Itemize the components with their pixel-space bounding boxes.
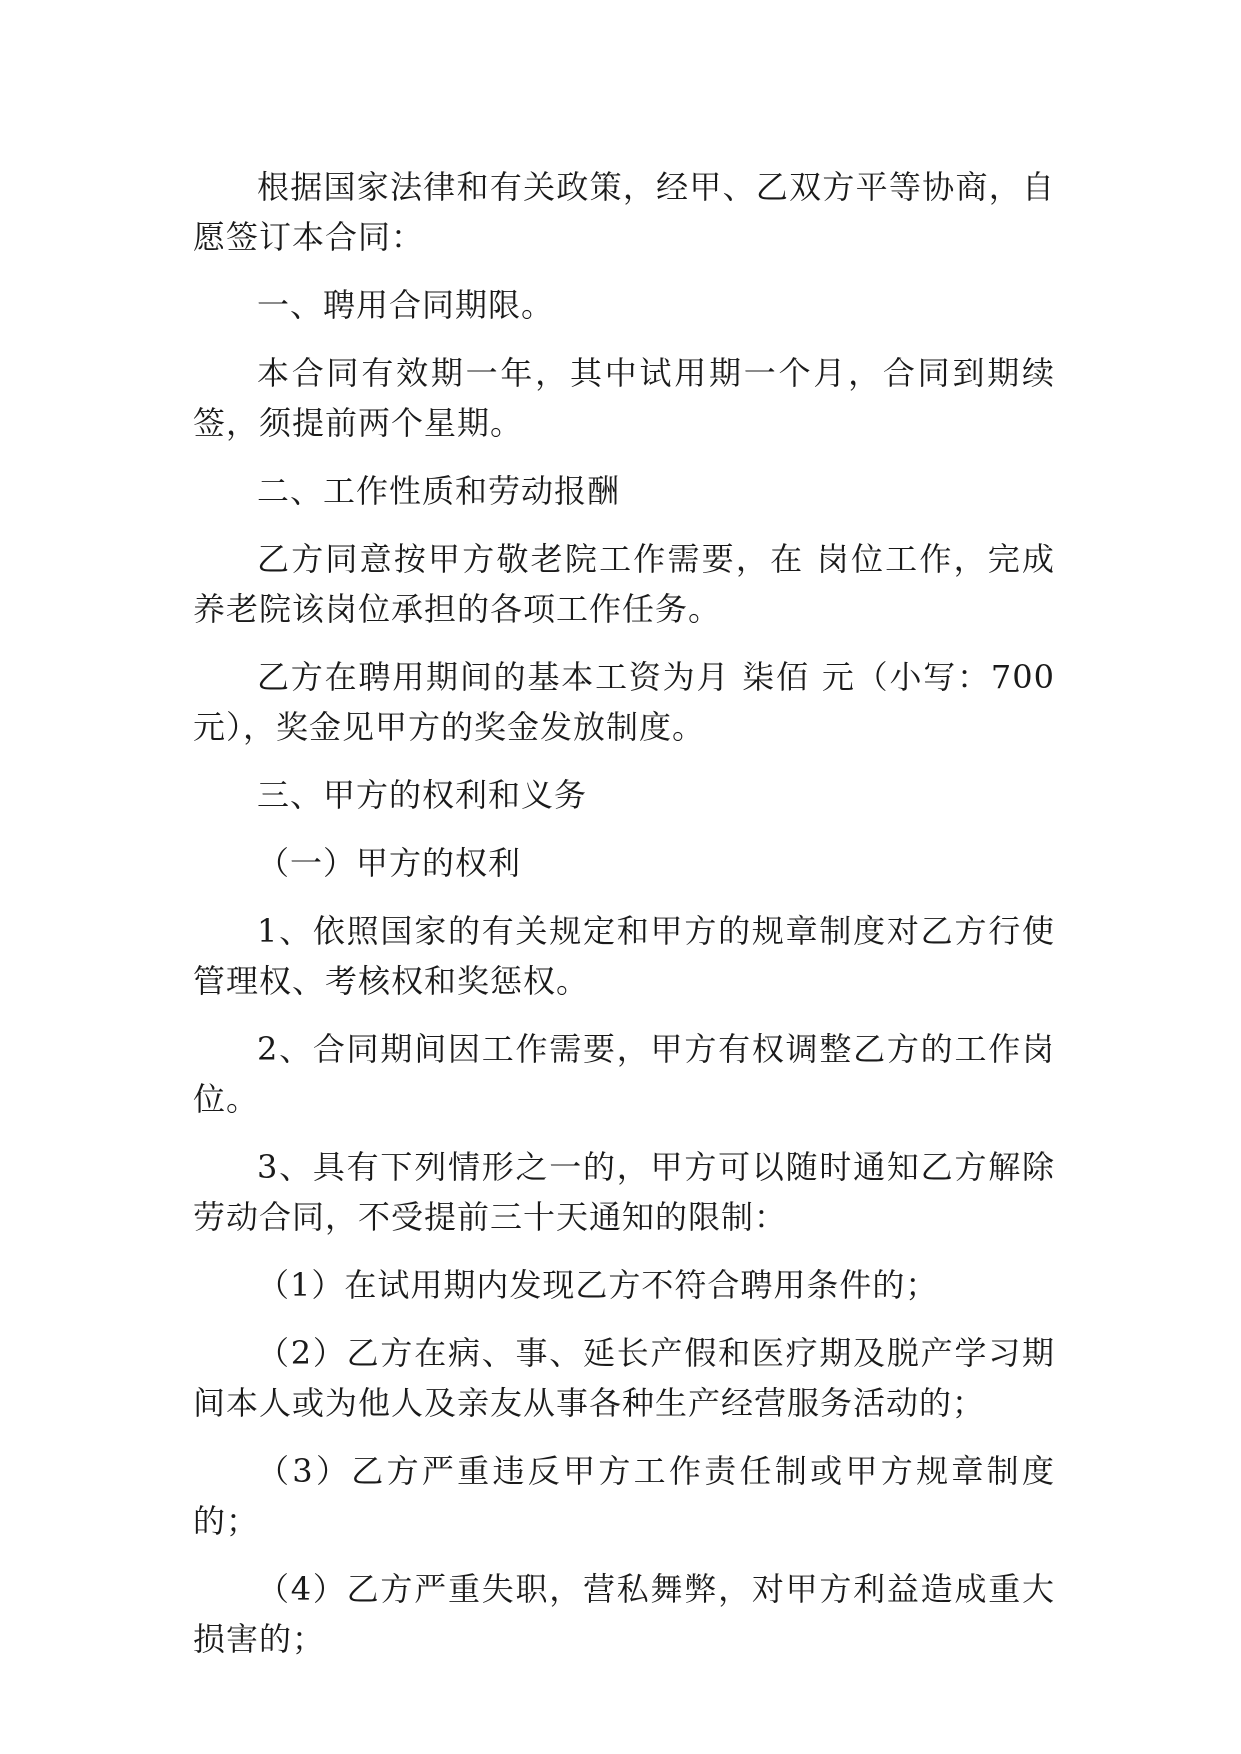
heading-work-and-pay: 二、工作性质和劳动报酬 <box>257 472 621 510</box>
clause-3: 3、具有下列情形之一的，甲方可以随时通知乙方解除劳动合同，不受提前三十天通知的限制： <box>193 1148 1055 1236</box>
paragraph-salary: 乙方在聘用期间的基本工资为月 柒佰 元（小写：700元），奖金见甲方的奖金发放制度。 <box>193 658 1055 746</box>
clause-2: 2、合同期间因工作需要，甲方有权调整乙方的工作岗位。 <box>193 1030 1055 1118</box>
clause-1: 1、依照国家的有关规定和甲方的规章制度对乙方行使管理权、考核权和奖惩权。 <box>193 912 1055 1000</box>
subheading-party-a-rights: （一）甲方的权利 <box>257 844 522 882</box>
paragraph-preamble: 根据国家法律和有关政策，经甲、乙双方平等协商，自愿签订本合同： <box>193 168 1055 256</box>
heading-contract-term: 一、聘用合同期限。 <box>257 286 555 324</box>
sub-clause-1: （1）在试用期内发现乙方不符合聘用条件的； <box>257 1266 939 1304</box>
sub-clause-3: （3）乙方严重违反甲方工作责任制或甲方规章制度的； <box>193 1452 1055 1540</box>
paragraph-work-duties: 乙方同意按甲方敬老院工作需要，在 岗位工作，完成养老院该岗位承担的各项工作任务。 <box>193 540 1055 628</box>
sub-clause-2: （2）乙方在病、事、延长产假和医疗期及脱产学习期间本人或为他人及亲友从事各种生产经营服务活动的； <box>193 1334 1055 1422</box>
document-body <box>193 162 1055 1682</box>
heading-party-a-rights-duties: 三、甲方的权利和义务 <box>257 776 588 814</box>
paragraph-contract-term: 本合同有效期一年，其中试用期一个月，合同到期续签，须提前两个星期。 <box>193 354 1055 442</box>
sub-clause-4: （4）乙方严重失职，营私舞弊，对甲方利益造成重大损害的； <box>193 1570 1055 1658</box>
